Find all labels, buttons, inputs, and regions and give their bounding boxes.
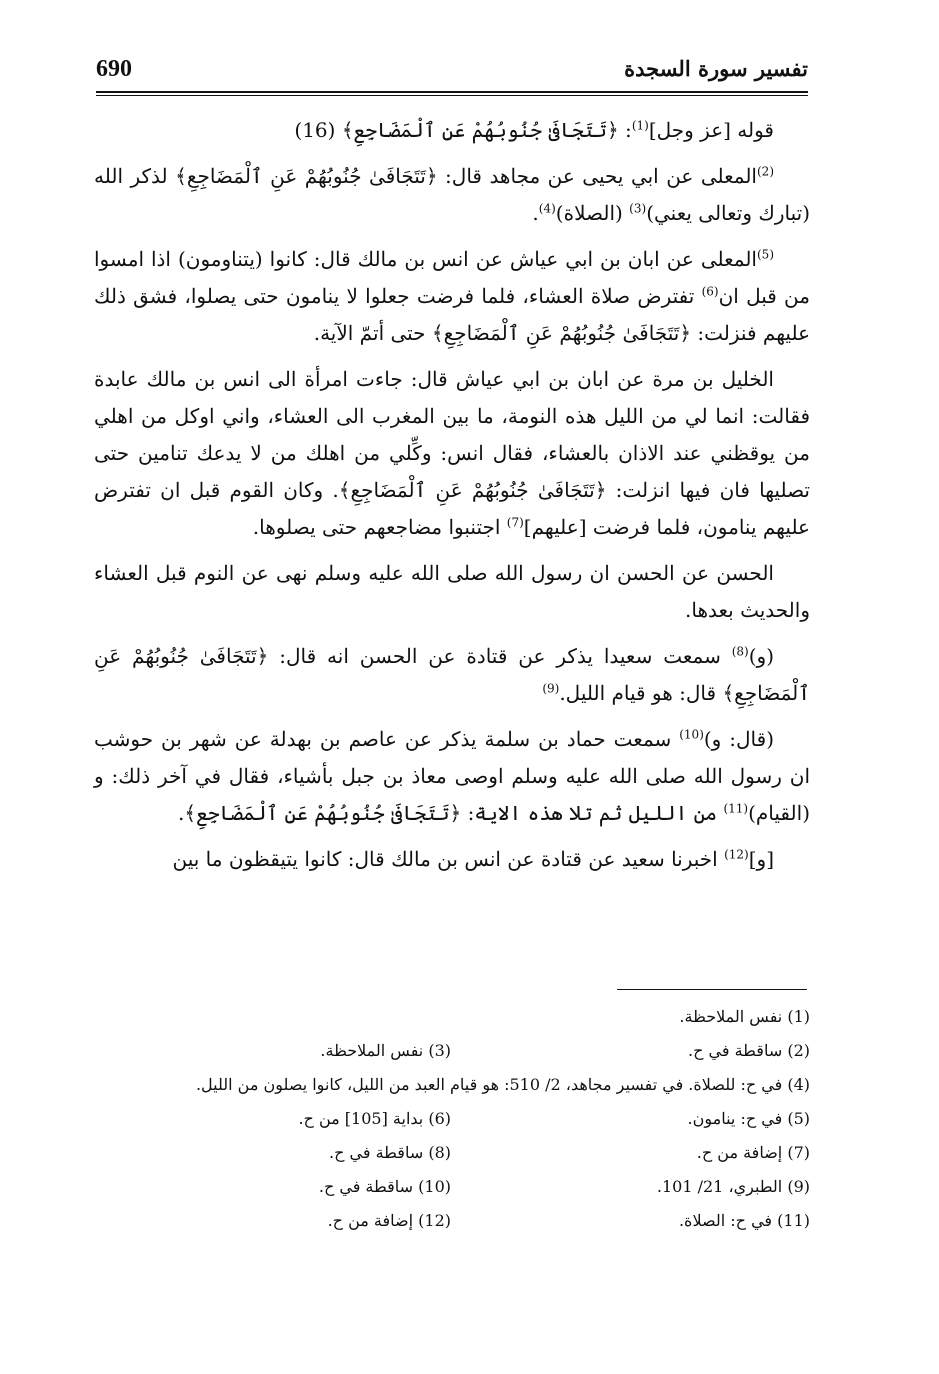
- footnote-ref: (8): [731, 644, 749, 659]
- paragraph-3: $^{(5)}$المعلى عن ابان بن ابي عياش عن انس بن مالك قال: كانوا (يتناومون) اذا امسوا من قبل ان$^{(6)}$ تفترض صلاة العشاء، فلما فرضت جعلوا لا ينامون حتى يصلوا، فشق ذلك عليهم فنزلت: ﴿تَتَجَافَىٰ جُنُوبُهُمْ عَنِ ٱلْمَضَاجِعِ﴾ حتى أتمّ الآية.: [94, 247, 810, 345]
- footnote-ref: (4): [538, 201, 556, 216]
- footnote-ref: (2): [756, 164, 774, 179]
- paragraph-2: $^{(2)}$المعلى عن ابي يحيى عن مجاهد قال: ﴿تَتَجَافَىٰ جُنُوبُهُمْ عَنِ ٱلْمَضَاجِعِ﴾ لذكر الله (تبارك وتعالى يعني)$^{(3)}$ (الصلاة)$^{(4)}$.: [94, 164, 810, 225]
- paragraph-8: [و]$^{(12)}$ اخبرنا سعيد عن قتادة عن انس بن مالك قال: كانوا يتيقظون ما بين: [172, 847, 774, 871]
- footnote-ref: (5): [756, 247, 774, 262]
- footnote-3: (3) نفس الملاحظة.: [320, 1041, 451, 1060]
- quran-quote: ﴿تَتَجَافَىٰ جُنُوبُهُمْ عَنِ ٱلْمَضَاجِعِ﴾: [338, 478, 607, 502]
- footnote-separator: [617, 989, 807, 990]
- paragraph-7: (قال: و)$^{(10)}$ سمعت حماد بن سلمة يذكر عن عاصم بن بهدلة عن شهر بن حوشب ان رسول الله صلى الله عليه وسلم اوصى معاذ بن جبل بأشياء، فقال في آخر ذلك: و (القيام)$^{(11)}$ من الليل ثم تلا هذه الاية: ﴿تَتَجَافَىٰ جُنُوبُهُمْ عَنِ ٱلْمَضَاجِعِ﴾.: [94, 727, 810, 825]
- footnote-row: [92, 1136, 810, 1170]
- footnote-row: [92, 1170, 810, 1204]
- footnote-9: (9) الطبري، 21/ 101.: [656, 1177, 810, 1196]
- quran-quote: ﴿تَتَجَافَىٰ جُنُوبُهُمْ عَنِ ٱلْمَضَاجِعِ﴾: [175, 164, 438, 188]
- quran-quote: ﴿تَتَجَافَىٰ جُنُوبُهُمْ عَنِ ٱلْمَضَاجِعِ﴾: [341, 118, 619, 142]
- footnote-4: (4) في ح: للصلاة. في تفسير مجاهد، 2/ 510: هو قيام العبد من الليل، كانوا يصلون من الليل.: [195, 1075, 810, 1094]
- footnote-ref: (1): [631, 118, 649, 133]
- header-rule-thin: [96, 95, 808, 96]
- footnote-ref: (11): [723, 801, 749, 816]
- verse-number: (16): [294, 118, 342, 142]
- page-header: [96, 52, 808, 88]
- footnote-8: (8) ساقطة في ح.: [329, 1143, 451, 1162]
- footnote-10: (10) ساقطة في ح.: [318, 1177, 451, 1196]
- footnote-row: [92, 1000, 810, 1034]
- footnote-ref: (10): [679, 727, 704, 742]
- paragraph-6: (و)$^{(8)}$ سمعت سعيدا يذكر عن قتادة عن الحسن انه قال: ﴿تَتَجَافَىٰ جُنُوبُهُمْ عَنِ ٱلْمَضَاجِعِ﴾ قال: هو قيام الليل.$^{(9)}$: [94, 644, 810, 705]
- footnote-row: [92, 1204, 810, 1238]
- footnote-11: (11) في ح: الصلاة.: [678, 1211, 810, 1230]
- footnote-5: (5) في ح: ينامون.: [687, 1109, 810, 1128]
- footnote-ref: (12): [724, 847, 749, 862]
- footnote-ref: (7): [506, 515, 524, 530]
- header-rule-thick: [96, 91, 808, 93]
- footnote-1: (1) نفس الملاحظة.: [679, 1007, 810, 1026]
- quran-quote: ﴿تَتَجَافَىٰ جُنُوبُهُمْ عَنِ ٱلْمَضَاجِعِ﴾: [431, 321, 692, 345]
- footnote-ref: (3): [629, 201, 647, 216]
- quran-quote: ﴿تَتَجَافَىٰ جُنُوبُهُمْ عَنِ ٱلْمَضَاجِعِ﴾: [94, 644, 810, 705]
- footnote-6: (6) بداية [105] من ح.: [298, 1109, 451, 1128]
- page-number: 690: [96, 56, 132, 82]
- footnote-ref: (9): [542, 681, 560, 696]
- footnote-ref: (6): [701, 284, 719, 299]
- main-text: [94, 112, 810, 887]
- footnotes: [92, 1000, 810, 1238]
- footnote-row: [92, 1068, 810, 1102]
- running-title: تفسير سورة السجدة: [624, 56, 808, 81]
- footnote-7: (7) إضافة من ح.: [696, 1143, 810, 1162]
- footnote-2: (2) ساقطة في ح.: [688, 1041, 810, 1060]
- footnote-12: (12) إضافة من ح.: [327, 1211, 451, 1230]
- quran-quote: ﴿تَتَجَافَىٰ جُنُوبُهُمْ عَنِ ٱلْمَضَاجِعِ﴾: [184, 801, 462, 825]
- footnote-row: [92, 1102, 810, 1136]
- footnote-row: [92, 1034, 810, 1068]
- paragraph-5: الحسن عن الحسن ان رسول الله صلى الله عليه وسلم نهى عن النوم قبل العشاء والحديث بعدها.: [94, 561, 810, 622]
- paragraph-4: الخليل بن مرة عن ابان بن ابي عياش قال: جاءت امرأة الى انس بن مالك عابدة فقالت: انما لي من الليل هذه النومة، ما بين المغرب الى العشاء، واني اوكل من اهلي من يوقظني عند الاذان بالعشاء، فقال انس: وكِّلي من اهلك من لا يدعك تنامين حتى تصليها فان فيها انزلت: ﴿تَتَجَافَىٰ جُنُوبُهُمْ عَنِ ٱلْمَضَاجِعِ﴾. وكان القوم قبل ان تفترض عليهم ينامون، فلما فرضت [عليهم]$^{(7)}$ اجتنبوا مضاجعهم حتى يصلوها.: [94, 367, 811, 539]
- paragraph-1: قوله [عز وجل]$^{(1)}$: ﴿تَتَجَافَىٰ جُنُوبُهُمْ عَنِ ٱلْمَضَاجِعِ﴾ (16): [294, 118, 774, 142]
